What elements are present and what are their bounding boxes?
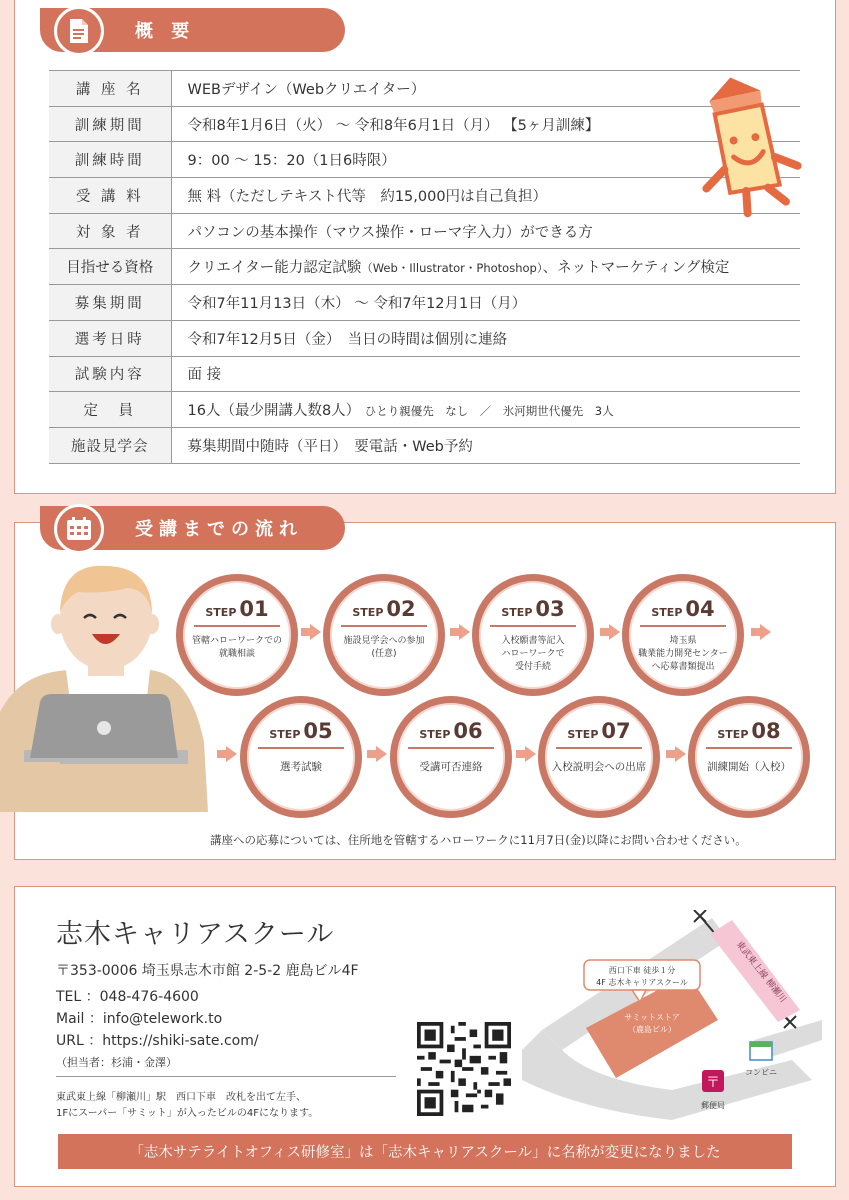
step-02: [323, 574, 445, 696]
qr-code[interactable]: [417, 1022, 511, 1116]
row-key: 対 象 者: [49, 213, 171, 249]
overview-title: 概 要: [135, 21, 196, 42]
step-word: STEP: [205, 606, 237, 619]
step-arrow-icon: [310, 624, 321, 640]
step-arrow-icon: [459, 624, 470, 640]
access-line-1: 東武東上線「柳瀬川」駅 西口下車 改札を出て左手、: [56, 1092, 306, 1103]
step-divider: [258, 747, 344, 749]
step-divider: [194, 625, 280, 627]
access-map: [522, 910, 822, 1128]
step-description-line: 入校説明会への出席: [551, 761, 647, 773]
divider: [56, 1076, 396, 1077]
step-number: 03: [535, 597, 565, 621]
step-divider: [408, 747, 494, 749]
row-key: 定 員: [49, 392, 171, 428]
capacity-priority: ひとり親優先 なし ／ 氷河期世代優先 3人: [364, 404, 614, 419]
step-04: [622, 574, 744, 696]
calendar-icon: [54, 504, 104, 554]
step-divider: [556, 747, 642, 749]
step-divider: [490, 625, 576, 627]
step-word: STEP: [651, 606, 683, 619]
step-description: [479, 635, 587, 674]
row-key: 目指せる資格: [49, 249, 171, 285]
step-description-line: ハローワークで: [501, 649, 565, 659]
step-arrow-icon: [226, 746, 237, 762]
table-row: [49, 320, 800, 356]
step-description-line: 管轄ハローワークでの: [191, 636, 282, 646]
step-label: [479, 597, 587, 621]
phone-number: TEL ：048-476-4600: [56, 989, 199, 1005]
website-url[interactable]: URL ：https://shiki-sate.com/: [56, 1033, 259, 1049]
flow-title: 受講までの流れ: [135, 519, 303, 540]
map-callout-line-1: 西口下車 徒歩１分: [608, 966, 676, 975]
step-description: [247, 761, 355, 774]
step-number: 08: [751, 719, 781, 743]
step-word: STEP: [419, 728, 451, 741]
step-description-line: 入校願書等記入: [501, 636, 565, 646]
table-row: [49, 427, 800, 463]
qualification-tail: 、ネットマーケティング検定: [542, 260, 730, 277]
step-label: [545, 719, 653, 743]
table-row: [49, 285, 800, 321]
row-value: 令和7年12月5日（金） 当日の時間は個別に連絡: [171, 320, 800, 356]
rail-label: 東武東上線 柳瀬川: [733, 939, 788, 1005]
address: 〒353-0006 埼玉県志木市館 2-5-2 鹿島ビル4F: [56, 963, 359, 979]
step-arrow-icon: [609, 624, 620, 640]
qualification-software: （Web・Illustrator・Photoshop）: [361, 261, 543, 276]
step-description: [629, 635, 737, 674]
step-description-line: 受付手続: [514, 662, 551, 672]
row-key: 選考日時: [49, 320, 171, 356]
row-key: 試験内容: [49, 356, 171, 392]
school-name: 志木キャリアスクール: [56, 919, 335, 950]
step-word: STEP: [352, 606, 384, 619]
step-06: [390, 696, 512, 818]
step-description-line: (任意): [371, 649, 397, 659]
step-description: [183, 635, 291, 661]
step-description-line: へ応募書類提出: [651, 662, 715, 672]
step-description: [695, 761, 803, 774]
step-label: [397, 719, 505, 743]
email-address[interactable]: Mail ：info@telework.to: [56, 1011, 223, 1027]
name-change-banner: 「志木サテライトオフィス研修室」は「志木キャリアスクール」に名称が変更になりました: [58, 1134, 792, 1169]
table-row: [49, 356, 800, 392]
step-number: 05: [303, 719, 333, 743]
step-number: 01: [239, 597, 269, 621]
step-description-line: 埼玉県: [669, 636, 697, 646]
row-value: 無 料（ただしテキスト代等 約15,000円は自己負担）: [171, 178, 800, 214]
step-description-line: 職業能力開発センター: [638, 649, 728, 659]
step-03: [472, 574, 594, 696]
step-label: [247, 719, 355, 743]
step-label: [695, 719, 803, 743]
capacity-main: 16人（最少開講人数8人）: [187, 403, 361, 420]
row-value: [171, 249, 800, 285]
row-key: 施設見学会: [49, 427, 171, 463]
step-07: [538, 696, 660, 818]
row-value: 募集期間中随時（平日） 要電話・Web予約: [171, 427, 800, 463]
step-arrow-icon: [760, 624, 771, 640]
svg-text:〒: 〒: [706, 1075, 720, 1091]
document-icon: [54, 6, 104, 56]
step-description: [545, 761, 653, 774]
step-arrow-icon: [376, 746, 387, 762]
table-row: [49, 249, 800, 285]
row-key: 訓練期間: [49, 106, 171, 142]
staff-names: （担当者：杉浦・金澤）: [56, 1056, 177, 1069]
step-number: 02: [386, 597, 416, 621]
row-key: 受 講 料: [49, 178, 171, 214]
step-05: [240, 696, 362, 818]
step-description-line: 受講可否連絡: [419, 761, 483, 773]
building-name: サミットストア: [624, 1013, 680, 1022]
step-word: STEP: [269, 728, 301, 741]
step-number: 06: [453, 719, 483, 743]
map-callout-line-2: 4F 志木キャリアスクール: [596, 978, 688, 987]
step-description-line: 訓練開始（入校）: [707, 761, 791, 773]
row-value: パソコンの基本操作（マウス操作・ローマ字入力）ができる方: [171, 213, 800, 249]
post-office-label: 郵便局: [701, 1101, 725, 1110]
convenience-store-label: コンビニ: [745, 1068, 777, 1077]
step-description-line: 施設見学会への参加: [343, 636, 425, 646]
row-key: 訓練時間: [49, 142, 171, 178]
step-word: STEP: [717, 728, 749, 741]
row-value: 令和8年1月6日（火） ～ 令和8年6月1日（月） 【5ヶ月訓練】: [171, 106, 800, 142]
step-description-line: 就職相談: [218, 649, 255, 659]
qualification-main: クリエイター能力認定試験: [187, 260, 362, 277]
access-line-2: 1Fにスーパー「サミット」が入ったビルの4Fになります。: [56, 1108, 319, 1119]
step-description: [330, 635, 438, 661]
step-number: 07: [601, 719, 631, 743]
row-key: 募集期間: [49, 285, 171, 321]
row-value: WEBデザイン（Webクリエイター）: [171, 71, 800, 107]
row-value: 9：00 ～ 15：20（1日6時限）: [171, 142, 800, 178]
application-note: 講座への応募については、住所地を管轄するハローワークに11月7日(金)以降にお問い合わせください。: [210, 833, 747, 847]
step-word: STEP: [501, 606, 533, 619]
building-subname: （鹿島ビル）: [628, 1025, 676, 1034]
row-value: 令和7年11月13日（木） ～ 令和7年12月1日（月）: [171, 285, 800, 321]
row-key: 講 座 名: [49, 71, 171, 107]
step-arrow-icon: [525, 746, 536, 762]
step-divider: [706, 747, 792, 749]
step-number: 04: [685, 597, 715, 621]
step-arrow-icon: [675, 746, 686, 762]
step-divider: [640, 625, 726, 627]
step-word: STEP: [567, 728, 599, 741]
pencil-mascot-illustration: [680, 74, 810, 224]
step-label: [330, 597, 438, 621]
step-01: [176, 574, 298, 696]
row-value: 面 接: [171, 356, 800, 392]
step-label: [183, 597, 291, 621]
step-description-line: 選考試験: [280, 761, 322, 773]
table-row: [49, 392, 800, 428]
step-label: [629, 597, 737, 621]
step-description: [397, 761, 505, 774]
row-value: [171, 392, 800, 428]
step-08: [688, 696, 810, 818]
step-divider: [341, 625, 427, 627]
